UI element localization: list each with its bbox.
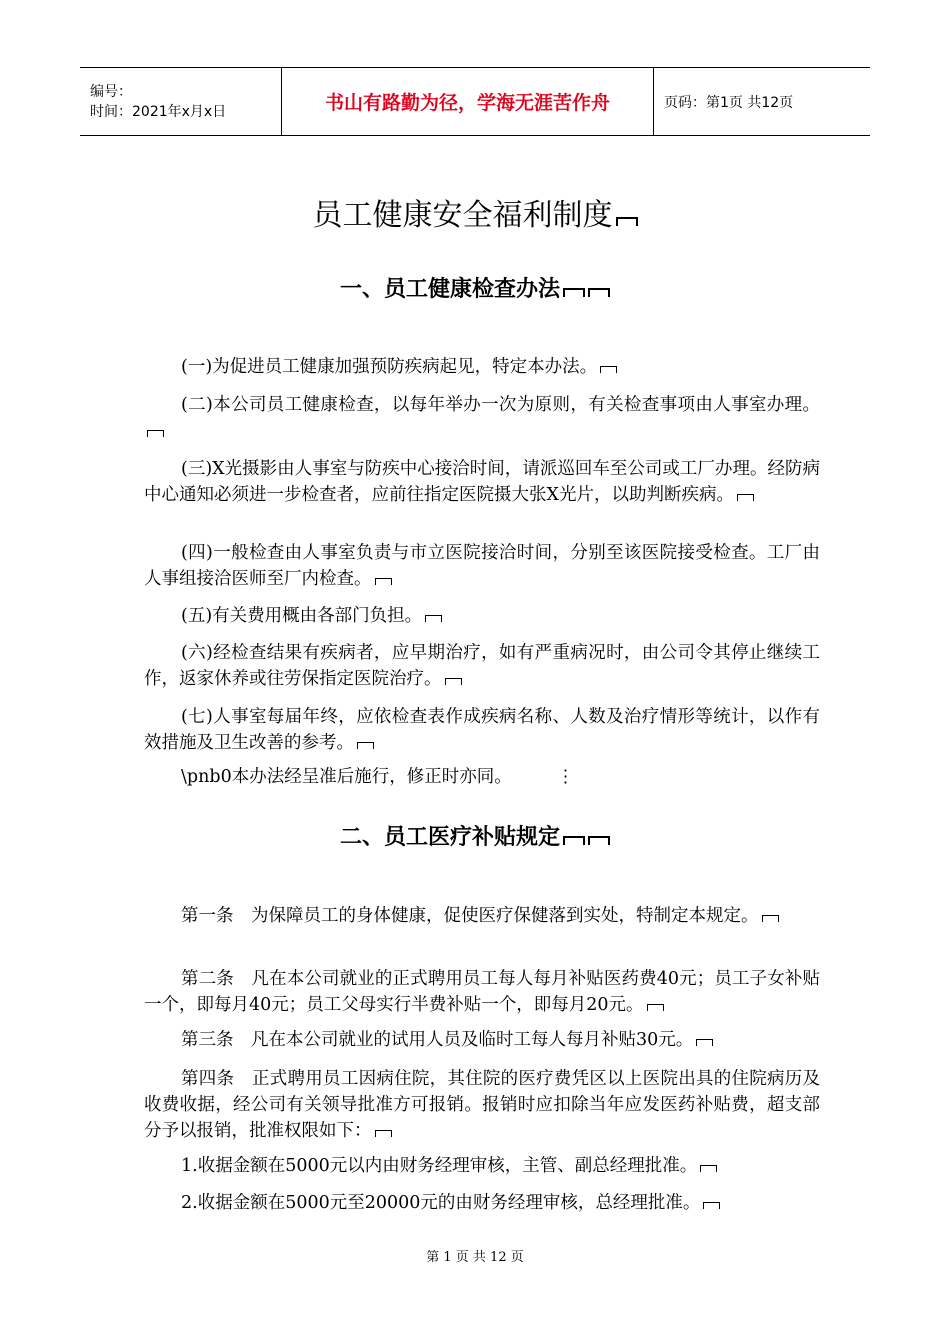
- section-2-heading: 二、员工医疗补贴规定: [0, 820, 950, 851]
- header-meta: [80, 68, 281, 135]
- paragraph: (七)人事室每届年终，应依检查表作成疾病名称、人数及治疗情形等统计，以作有效措施及卫生改善的参考。: [144, 707, 820, 753]
- paragraph-mark-icon: [616, 217, 638, 226]
- paragraph-mark-icon: [563, 288, 585, 297]
- paragraph-mark-icon: [696, 1039, 713, 1046]
- paragraph: (一)为促进员工健康加强预防疾病起见，特定本办法。: [144, 354, 820, 380]
- paragraph-mark-icon: [588, 836, 610, 845]
- header-motto-cell: [281, 68, 654, 135]
- paragraph: (三)X光摄影由人事室与防疾中心接洽时间，请派巡回车至公司或工厂办理。经防病中心通知必须进一步检查者，应前往指定医院摄大张X光片，以助判断疾病。: [144, 459, 820, 505]
- page-header: [80, 67, 870, 136]
- paragraph: \pnb0本办法经呈准后施行，修正时亦同。 ⋮: [144, 764, 820, 790]
- paragraph: 第一条 为保障员工的身体健康，促使医疗保健落到实处，特制定本规定。: [144, 903, 820, 929]
- page-info-text: 页码：第1页 共12页: [664, 94, 794, 111]
- paragraph-mark-icon: [703, 1202, 720, 1209]
- paragraph-mark-icon: [357, 742, 374, 749]
- paragraph: (二)本公司员工健康检查，以每年举办一次为原则，有关检查事项由人事室办理。: [144, 392, 820, 444]
- number-label: 编号：: [90, 83, 132, 100]
- paragraph-mark-icon: [147, 430, 164, 437]
- paragraph-mark-icon: [445, 678, 462, 685]
- document-title: 员工健康安全福利制度: [0, 190, 950, 234]
- paragraph: 2.收据金额在5000元至20000元的由财务经理审核，总经理批准。: [144, 1190, 820, 1216]
- motto-text: 书山有路勤为径，学海无涯苦作舟: [324, 92, 610, 114]
- paragraph-mark-icon: [647, 1004, 664, 1011]
- vertical-ellipsis-mark: ⋮: [556, 767, 575, 787]
- paragraph-mark-icon: [600, 366, 617, 373]
- header-page-info: [654, 68, 870, 135]
- paragraph-mark-icon: [588, 288, 610, 297]
- section-1-heading: 一、员工健康检查办法: [0, 272, 950, 303]
- time-label: 时间：2021年x月x日: [90, 103, 227, 120]
- paragraph: (四)一般检查由人事室负责与市立医院接洽时间，分别至该医院接受检查。工厂由人事组接洽医师至厂内检查。: [144, 543, 820, 589]
- paragraph: 第二条 凡在本公司就业的正式聘用员工每人每月补贴医药费40元；员工子女补贴一个，即每月40元；员工父母实行半费补贴一个，即每月20元。: [144, 969, 820, 1015]
- paragraph-mark-icon: [563, 836, 585, 845]
- paragraph: (六)经检查结果有疾病者，应早期治疗，如有严重病况时，由公司令其停止继续工作，返家休养或往劳保指定医院治疗。: [144, 643, 820, 689]
- paragraph: 第三条 凡在本公司就业的试用人员及临时工每人每月补贴30元。: [144, 1027, 820, 1053]
- paragraph-mark-icon: [700, 1165, 717, 1172]
- paragraph-mark-icon: [375, 1130, 392, 1137]
- page-footer: 第 1 页 共 12 页: [426, 1250, 524, 1265]
- paragraph: 1.收据金额在5000元以内由财务经理审核，主管、副总经理批准。: [144, 1153, 820, 1179]
- paragraph: (五)有关费用概由各部门负担。: [144, 603, 820, 629]
- paragraph-mark-icon: [375, 578, 392, 585]
- paragraph: 第四条 正式聘用员工因病住院，其住院的医疗费凭区以上医院出具的住院病历及收费收据，经公司有关领导批准方可报销。报销时应扣除当年应发医药补贴费，超支部分予以报销，批准权限如下：: [144, 1069, 820, 1141]
- paragraph-mark-icon: [762, 915, 779, 922]
- paragraph-mark-icon: [737, 494, 754, 501]
- paragraph-mark-icon: [425, 615, 442, 622]
